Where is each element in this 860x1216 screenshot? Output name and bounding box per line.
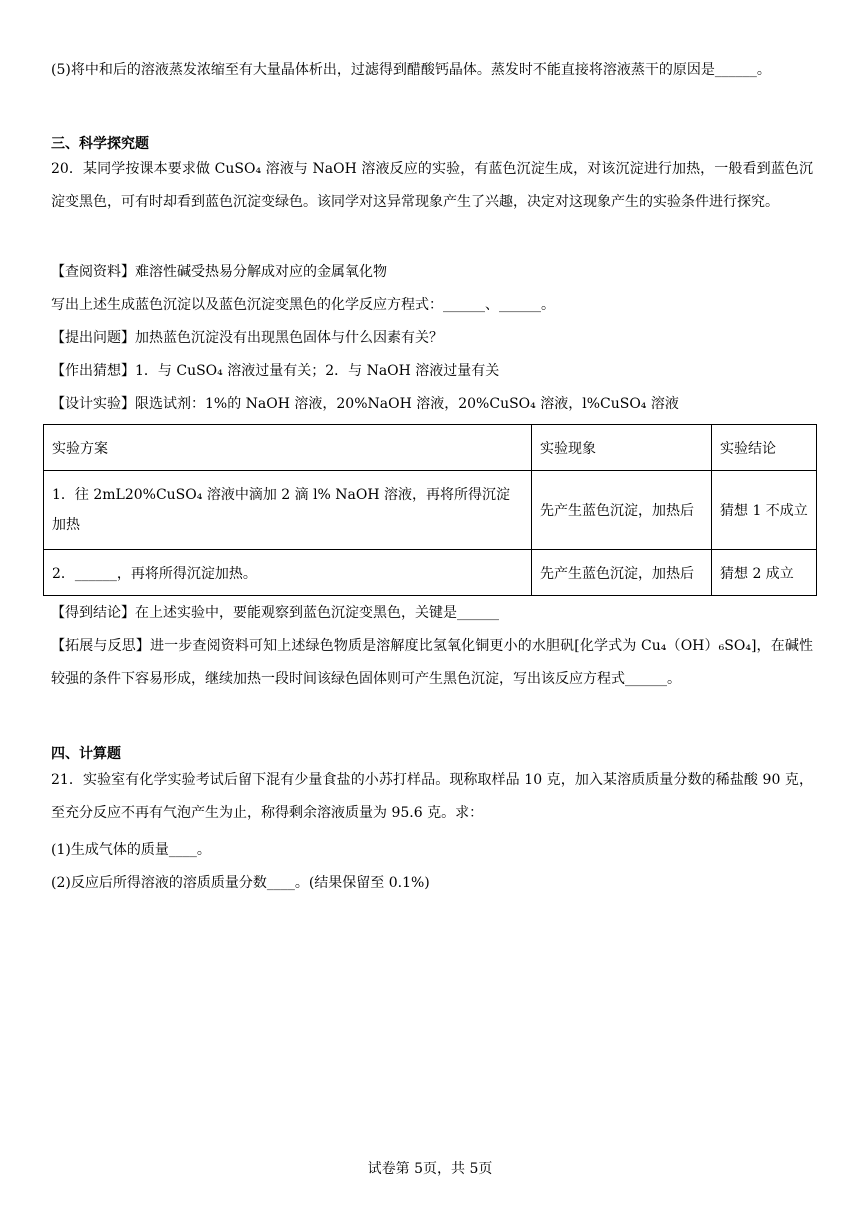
table-header-cell: 实验现象 — [532, 425, 712, 471]
write-equations: 写出上述生成蓝色沉淀以及蓝色沉淀变黑色的化学反应方程式：______、______。 — [51, 297, 555, 313]
q21-intro: 21．实验室有化学实验考试后留下混有少量食盐的小苏打样品。现称取样品 10 克，加入某溶质质量分数的稀盐酸 90 克，至充分反应不再有气泡产生为止，称得剩余溶液质量为 95.6 克。求： — [51, 772, 813, 821]
table-cell: 1．往 2mL20%CuSO₄ 溶液中滴加 2 滴 l% NaOH 溶液，再将所得沉淀加热 — [44, 471, 532, 550]
table-header-row — [44, 425, 817, 471]
page-footer: 试卷第 5页，共 5页 — [367, 1161, 493, 1177]
table-header-cell: 实验方案 — [44, 425, 532, 471]
experiment-table — [43, 424, 817, 596]
conclusion: 【得到结论】在上述实验中，要能观察到蓝色沉淀变黑色，关键是______ — [51, 605, 499, 621]
q20-intro: 20．某同学按课本要求做 CuSO₄ 溶液与 NaOH 溶液反应的实验，有蓝色沉淀生成，对该沉淀进行加热，一般看到蓝色沉淀变黑色，可有时却看到蓝色沉淀变绿色。该同学对这异常现象产生了兴趣，决定对这现象产生的实验条件进行探究。 — [51, 161, 813, 210]
table-cell: 2．______，再将所得沉淀加热。 — [44, 550, 532, 596]
pose-question: 【提出问题】加热蓝色沉淀没有出现黑色固体与什么因素有关？ — [51, 330, 443, 346]
table-row — [44, 471, 817, 550]
hypothesis: 【作出猜想】1．与 CuSO₄ 溶液过量有关；2．与 NaOH 溶液过量有关 — [51, 363, 500, 379]
q21-item1: (1)生成气体的质量____。 — [51, 842, 211, 858]
reflection: 【拓展与反思】进一步查阅资料可知上述绿色物质是溶解度比氢氧化铜更小的水胆矾[化学式为 Cu₄（OH）₆SO₄]，在碱性较强的条件下容易形成，继续加热一段时间该绿色固体则可产生黑色沉淀，写出该反应方程式______。 — [51, 638, 813, 687]
section4-heading: 四、计算题 — [51, 746, 121, 762]
q19-item5: (5)将中和后的溶液蒸发浓缩至有大量晶体析出，过滤得到醋酸钙晶体。蒸发时不能直接将溶液蒸干的原因是______。 — [51, 62, 771, 78]
section3-heading: 三、科学探究题 — [51, 136, 149, 152]
design-experiment: 【设计实验】限选试剂：1%的 NaOH 溶液，20%NaOH 溶液，20%CuSO₄ 溶液，l%CuSO₄ 溶液 — [51, 396, 679, 412]
q21-item2: (2)反应后所得溶液的溶质质量分数____。(结果保留至 0.1%) — [51, 875, 430, 891]
table-cell: 先产生蓝色沉淀，加热后 — [532, 550, 712, 596]
table-row — [44, 550, 817, 596]
table-cell: 先产生蓝色沉淀，加热后 — [532, 471, 712, 550]
table-cell: 猜想 2 成立 — [712, 550, 817, 596]
lookup-info: 【查阅资料】难溶性碱受热易分解成对应的金属氧化物 — [51, 264, 387, 280]
table-header-cell: 实验结论 — [712, 425, 817, 471]
table-cell: 猜想 1 不成立 — [712, 471, 817, 550]
